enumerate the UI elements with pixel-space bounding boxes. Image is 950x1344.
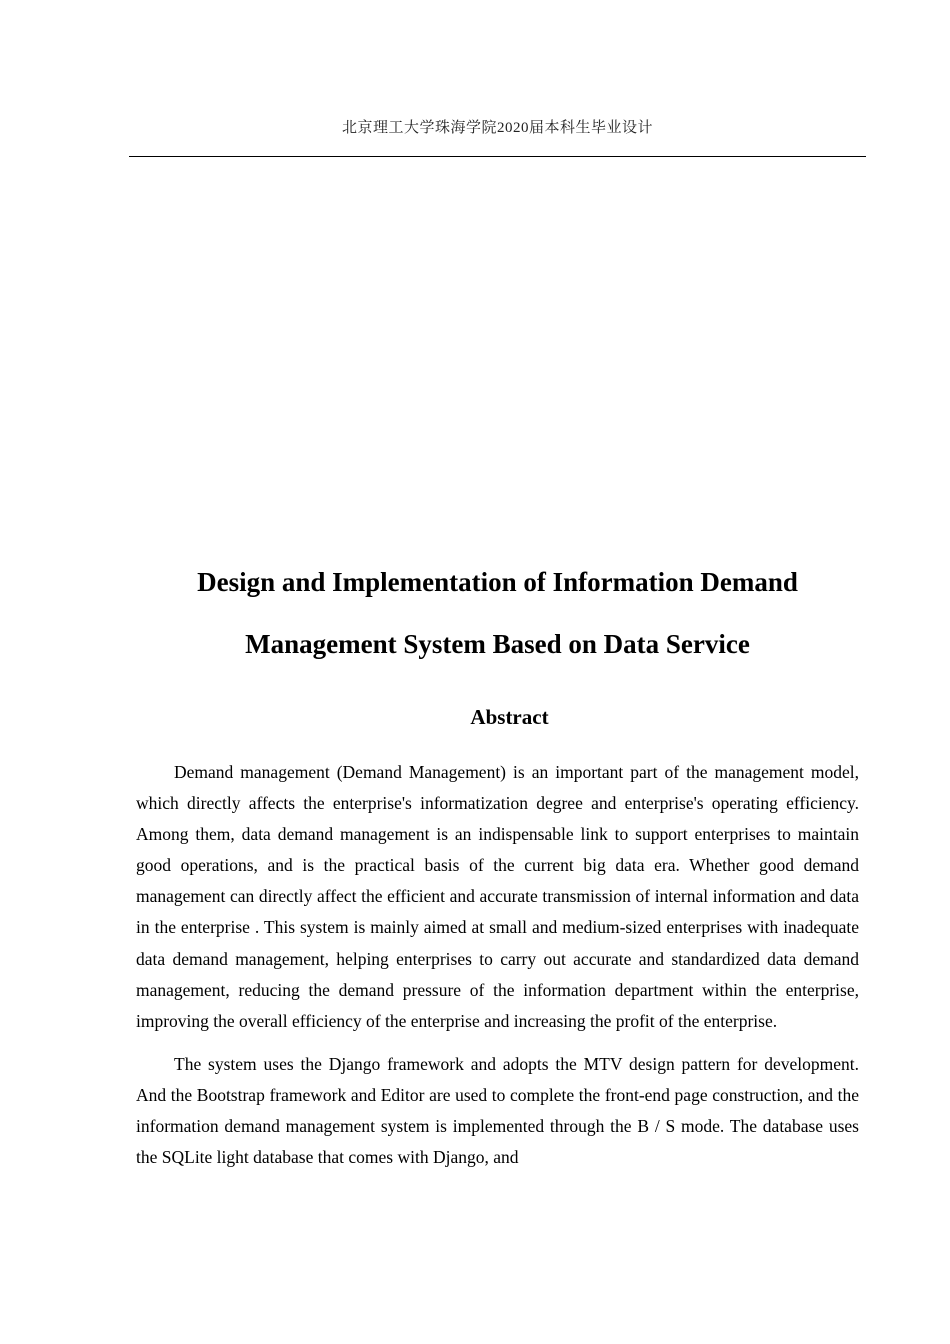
- title-line-2: Management System Based on Data Service: [245, 629, 750, 659]
- abstract-paragraph: Demand management (Demand Management) is an important part of the management model, which directly affects the enterprise's informatization degree and enterprise's operating efficiency. Among them, data demand management is an indispensable link to support enterprises to maintain good operations, and is the practical basis of the current big data era. Whether good demand management can directly affect the efficient and accurate transmission of internal information and data in the enterprise . This system is mainly aimed at small and medium-sized enterprises with inadequate data demand management, helping enterprises to carry out accurate and standardized data demand management, reducing the demand pressure of the information department within the enterprise, improving the overall efficiency of the enterprise and increasing the profit of the enterprise.: [136, 762, 859, 1031]
- abstract-paragraph: The system uses the Django framework and adopts the MTV design pattern for development. And the Bootstrap framework and Editor are used to complete the front-end page construction, and the information demand management system is implemented through the B / S mode. The database uses the SQLite light database that comes with Django, and: [136, 1053, 859, 1168]
- abstract-heading: Abstract: [470, 705, 549, 729]
- abstract-body: [136, 757, 859, 1185]
- title-line-1: Design and Implementation of Information Demand: [197, 567, 798, 597]
- header-divider: [129, 156, 866, 157]
- document-title: [136, 551, 859, 675]
- page-header: 北京理工大学珠海学院2020届本科生毕业设计: [341, 120, 653, 136]
